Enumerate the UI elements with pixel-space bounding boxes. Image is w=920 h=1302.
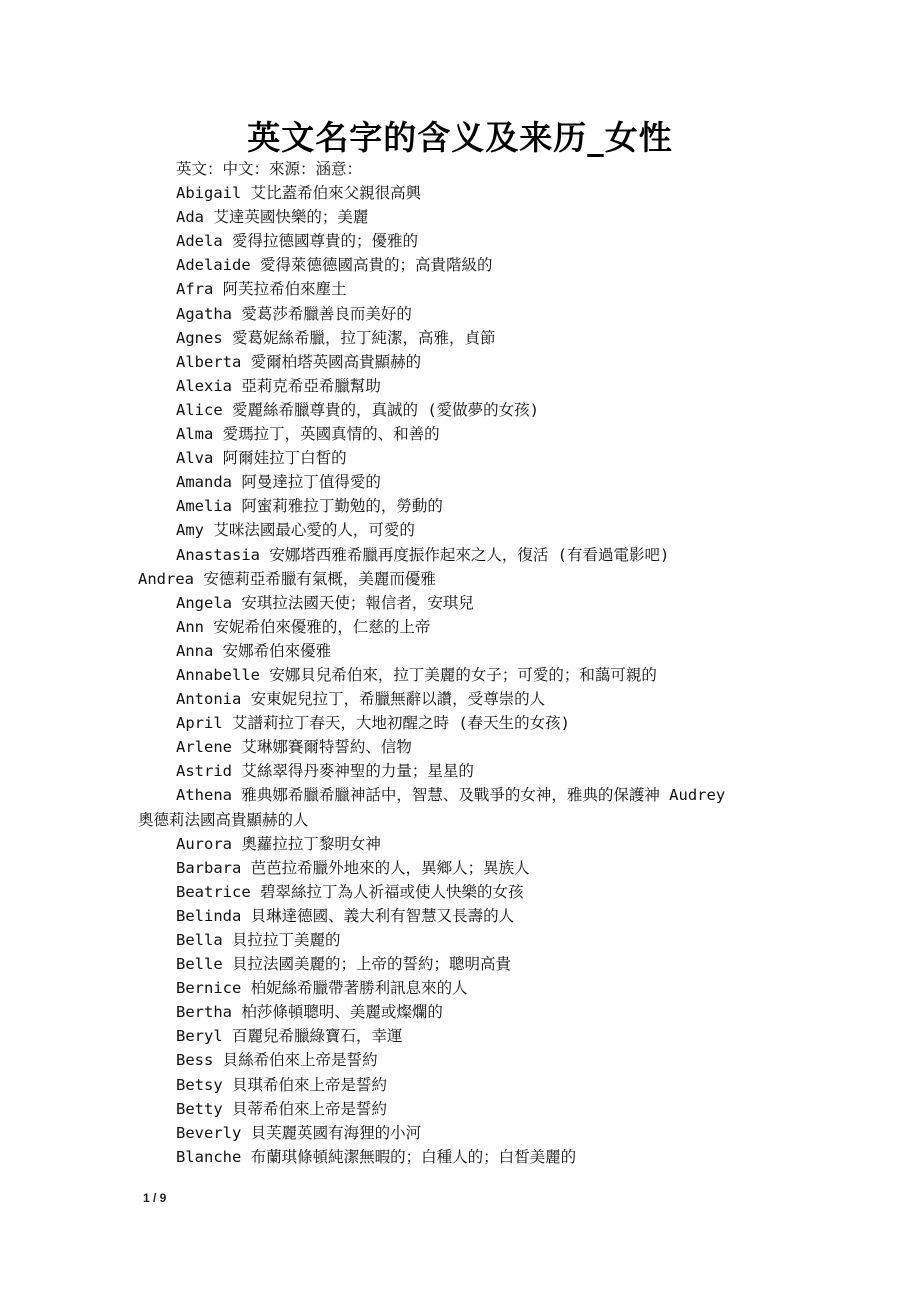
text-line: April 艾譜莉拉丁春天，大地初醒之時 (春天生的女孩) [176,714,570,733]
text-line: Adelaide 愛得萊德德國高貴的；高貴階級的 [176,256,493,275]
text-line: Amy 艾咪法國最心愛的人，可愛的 [176,521,415,540]
text-line: Bess 貝絲希伯來上帝是誓約 [176,1051,378,1070]
text-line: Alexia 亞莉克希亞希臘幫助 [176,376,381,395]
text-line: Belinda 貝琳達德國、義大利有智慧又長壽的人 [176,906,515,925]
text-line: Bertha 柏莎條頓聰明、美麗或燦爛的 [176,1003,443,1022]
text-line: Beatrice 碧翠絲拉丁為人祈福或使人快樂的女孩 [176,882,524,901]
text-line: Athena 雅典娜希臘希臘神話中，智慧、及戰爭的女神，雅典的保護神 Audrey [176,786,726,805]
text-line: Amanda 阿曼達拉丁值得愛的 [176,473,381,492]
text-line: Afra 阿芙拉希伯來塵土 [176,280,347,299]
text-line: Belle 貝拉法國美麗的；上帝的誓約；聰明高貴 [176,955,511,974]
document-title: 英文名字的含义及来历_女性 [247,118,673,157]
text-line: Blanche 布蘭琪條頓純潔無暇的；白種人的；白皙美麗的 [176,1147,577,1166]
text-line: Agnes 愛葛妮絲希臘，拉丁純潔，高雅，貞節 [176,328,496,347]
text-line: Abigail 艾比蓋希伯來父親很高興 [176,184,422,203]
text-line: 奧德莉法國高貴顯赫的人 [138,810,309,829]
text-line: Anastasia 安娜塔西雅希臘再度振作起來之人，復活 (有看過電影吧) [176,545,670,564]
text-line: Beverly 貝芙麗英國有海狸的小河 [176,1123,422,1142]
text-line: Andrea 安德莉亞希臘有氣概，美麗而優雅 [138,569,436,588]
text-line: Antonia 安東妮兒拉丁，希臘無辭以讚，受尊崇的人 [176,690,546,709]
text-line: Alberta 愛爾柏塔英國高貴顯赫的 [176,352,422,371]
text-line: Annabelle 安娜貝兒希伯來，拉丁美麗的女子；可愛的；和藹可親的 [176,665,657,684]
text-line: Barbara 芭芭拉希臘外地來的人，異鄉人；異族人 [176,858,530,877]
text-line: Beryl 百麗兒希臘綠寶石，幸運 [176,1027,403,1046]
document-body [138,157,798,1169]
text-line: Ann 安妮希伯來優雅的，仁慈的上帝 [176,617,431,636]
text-line: Alice 愛麗絲希臘尊貴的，真誠的 (愛做夢的女孩) [176,400,539,419]
text-line: Amelia 阿蜜莉雅拉丁勤勉的，勞動的 [176,497,443,516]
text-line: Astrid 艾絲翠得丹麥神聖的力量；星星的 [176,762,474,781]
text-line: Adela 愛得拉德國尊貴的；優雅的 [176,232,418,251]
text-line: Angela 安琪拉法國天使；報信者，安琪兒 [176,593,474,612]
text-line: Bernice 柏妮絲希臘帶著勝利訊息來的人 [176,979,468,998]
text-line: Betsy 貝琪希伯來上帝是誓約 [176,1075,387,1094]
text-line: Alma 愛瑪拉丁，英國真情的、和善的 [176,425,440,444]
text-line: Arlene 艾琳娜賽爾特誓約、信物 [176,738,412,757]
text-line: 英文：中文：來源：涵意： [176,160,363,178]
text-line: Ada 艾達英國快樂的；美麗 [176,208,369,227]
text-line: Aurora 奧蘿拉拉丁黎明女神 [176,834,381,853]
text-line: Alva 阿爾娃拉丁白皙的 [176,449,347,468]
text-line: Agatha 愛葛莎希臘善良而美好的 [176,304,412,323]
text-line: Betty 貝蒂希伯來上帝是誓約 [176,1099,387,1118]
text-line: Anna 安娜希伯來優雅 [176,641,332,660]
text-line: Bella 貝拉拉丁美麗的 [176,931,341,949]
page-indicator: 1 / 9 [143,1191,167,1205]
